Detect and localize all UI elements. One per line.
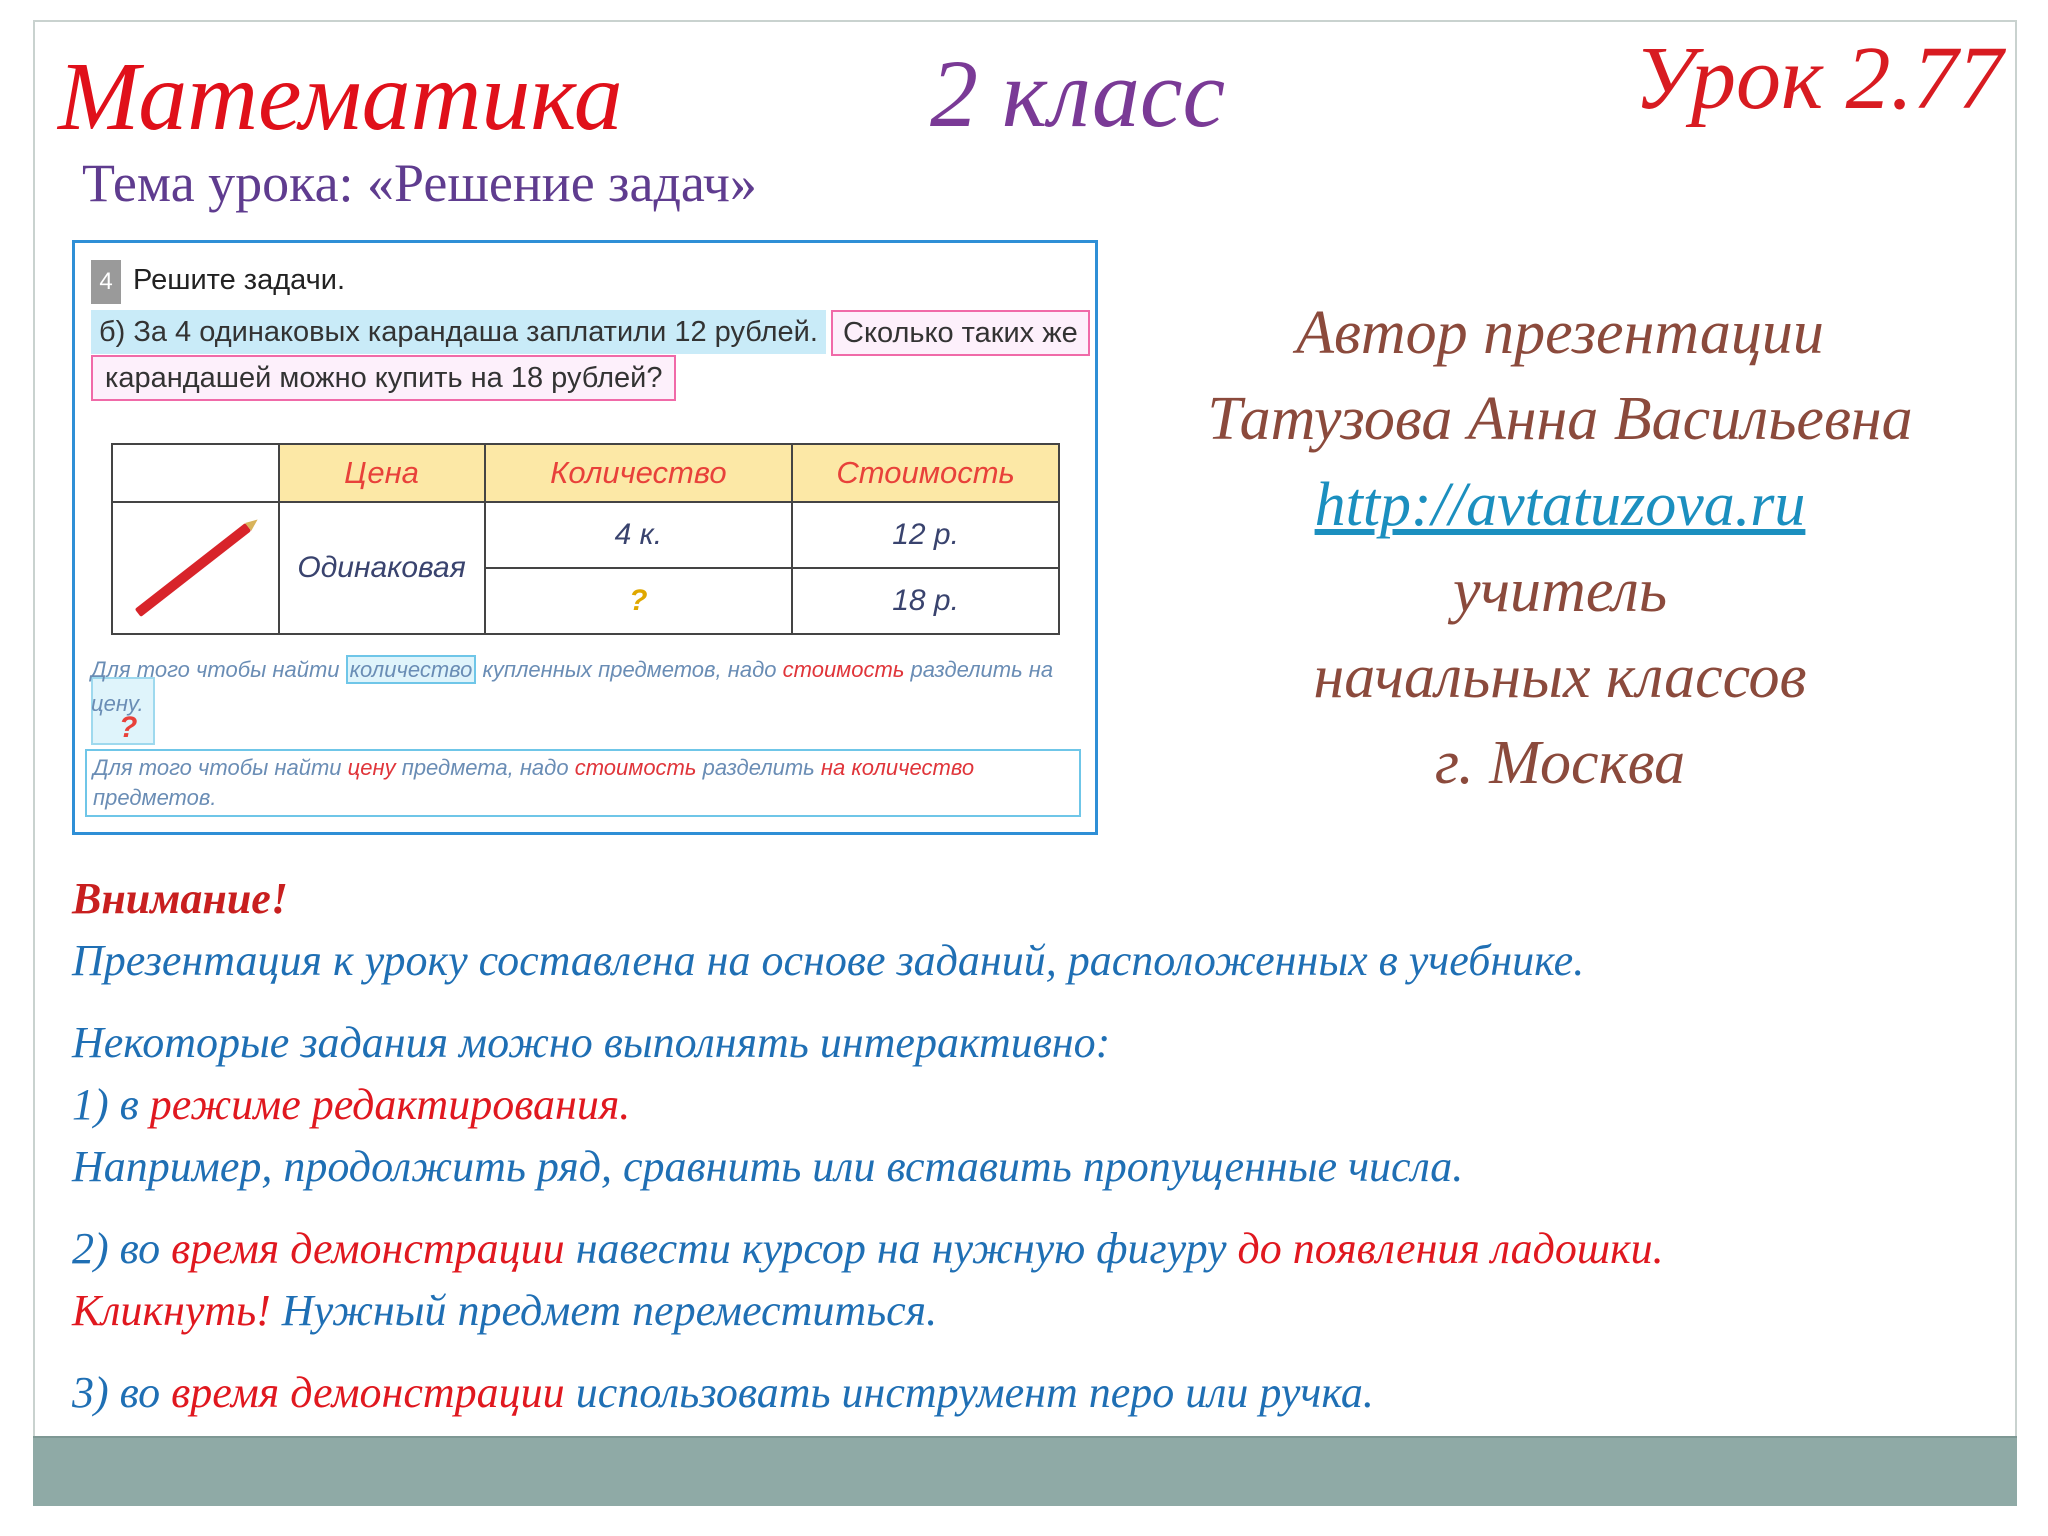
usage-notes — [72, 868, 1992, 1424]
table-header-quantity: Количество — [485, 444, 793, 502]
note-line: Презентация к уроку составлена на основе заданий, расположенных в учебнике. — [72, 936, 1585, 985]
note-line: 2) во время демонстрации навести курсор на нужную фигуру до появления ладошки. — [72, 1224, 1664, 1273]
problem-condition: б) За 4 одинаковых карандаша заплатили 12 рублей. — [91, 310, 826, 354]
note-line: Некоторые задания можно выполнять интерактивно: — [72, 1018, 1111, 1067]
author-block — [1120, 290, 2000, 806]
lesson-number: Урок 2.77 — [1634, 29, 2004, 128]
attention-heading: Внимание! — [72, 874, 288, 923]
author-name: Татузова Анна Васильевна — [1207, 385, 1913, 453]
author-city: г. Москва — [1434, 729, 1686, 797]
textbook-task-image — [72, 240, 1098, 835]
table-cell-quantity-unknown: ? — [485, 568, 793, 634]
footer-bar — [33, 1436, 2017, 1506]
table-cell-quantity: 4 к. — [485, 502, 793, 568]
task-table — [111, 443, 1060, 635]
task-heading: Решите задачи. — [133, 264, 346, 296]
table-cell-price: Одинаковая — [279, 502, 485, 634]
table-header-empty — [112, 444, 279, 502]
note-line: 3) во время демонстрации использовать инструмент перо или ручка. — [72, 1368, 1374, 1417]
author-website-link[interactable]: http://avtatuzova.ru — [1314, 471, 1806, 539]
rule-find-quantity: Для того чтобы найти количество купленных предметов, надо стоимость разделить на цену. — [91, 657, 1054, 716]
note-line: Кликнуть! Нужный предмет переместиться. — [72, 1286, 938, 1335]
note-line: 1) в режиме редактирования. — [72, 1080, 631, 1129]
problem-question-part2: карандашей можно купить на 18 рублей? — [91, 355, 676, 401]
table-cell-cost: 18 р. — [792, 568, 1059, 634]
grade-label: 2 класс — [930, 40, 1226, 147]
question-mark-draggable[interactable]: ? — [119, 711, 138, 744]
table-row — [112, 502, 1059, 568]
table-header-cost: Стоимость — [792, 444, 1059, 502]
subject-title: Математика — [58, 43, 623, 151]
table-cell-cost: 12 р. — [792, 502, 1059, 568]
lesson-topic: Тема урока: «Решение задач» — [82, 153, 757, 213]
rule-find-price: Для того чтобы найти цену предмета, надо стоимость разделить на количество предметов. — [85, 749, 1081, 817]
problem-question-part1: Сколько таких же — [831, 310, 1090, 356]
pencil-icon — [135, 523, 251, 617]
author-role-detail: начальных классов — [1313, 643, 1807, 711]
author-caption: Автор презентации — [1296, 299, 1824, 367]
note-line: Например, продолжить ряд, сравнить или вставить пропущенные числа. — [72, 1142, 1464, 1191]
author-role: учитель — [1452, 557, 1668, 625]
pencil-image-cell — [112, 502, 279, 634]
table-header-row — [112, 444, 1059, 502]
table-header-price: Цена — [279, 444, 485, 502]
task-number-badge: 4 — [91, 260, 121, 304]
